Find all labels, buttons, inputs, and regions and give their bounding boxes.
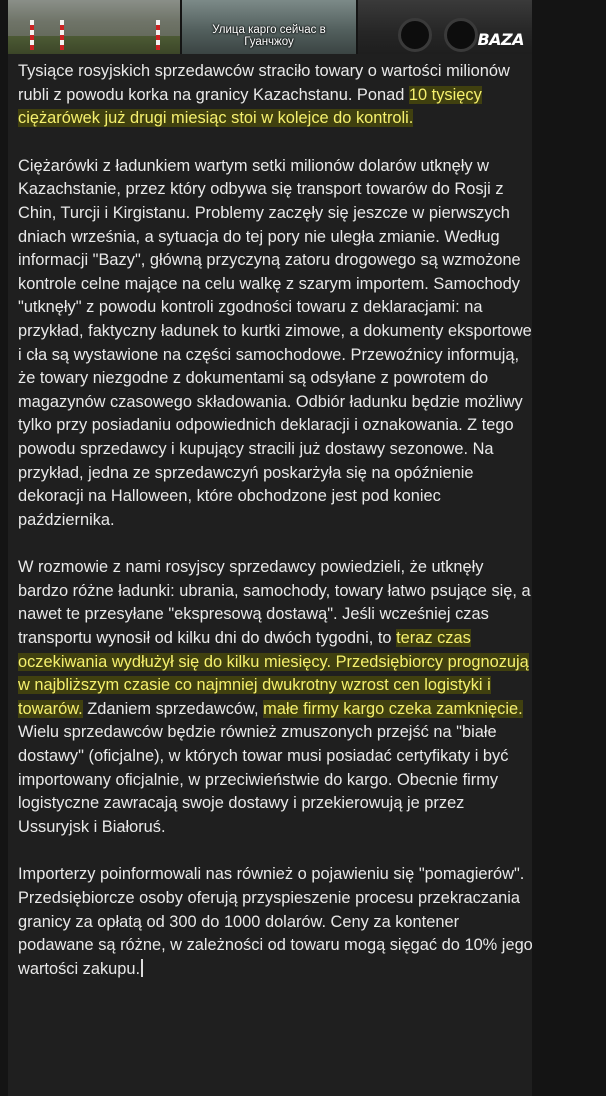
road-post [60,20,64,50]
paragraph-2: Ciężarówki z ładunkiem wartym setki milionów dolarów utknęły w Kazachstanie, przez który odbywa się transport towarów do Rosji z Chin, Turcji i Kirgistanu. Problemy zaczęły się jeszcze w pierwszych dniach września, a sytuacja do tej pory nie uległa zmianie. Według informacji "Bazy", główną przyczyną zatoru drogowego są wzmożone kontrole celne mające na celu walkę z szarym importem. Samochody "utknęły" z powodu kontroli zgodności towaru z deklaracjami: na przykład, faktyczny ładunek to kurtki zimowe, a dokumenty eksportowe i cła są wystawione na części samochodowe. Przewoźnicy informują, że towary niezgodne z dokumentami są odsyłane z powrotem do magazynów czasowego składowania. Odbiór ładunku będzie możliwy tylko przy posiadaniu odpowiednich deklaracji i oznakowania. Z tego powodu sprzedawcy i kupujący stracili już dostawy sezonowe. Na przykład, jedna ze sprzedawczyń poskarżyła się na opóźnienie dekoracji na Halloween, które obchodzone jest pod koniec października. [18,156,532,529]
highlight-waiting-time: teraz czas oczekiwania wydłużył się do kilku miesięcy. Przedsiębiorcy prognozują w najbliższym czasie co najmniej dwukrotny wzrost cen logistyki i towarów. [18,629,529,718]
highlight-cargo-closure: małe firmy kargo czeka zamknięcie. [263,699,523,718]
media-thumbnail-truck[interactable] [358,0,532,54]
paragraph-3 [18,556,538,839]
road-post [156,20,160,50]
side-panel [532,0,606,1096]
paragraph-1 [18,60,538,131]
media-thumbnail-street[interactable] [182,0,356,54]
paragraph-3-text-c: Wielu sprzedawców będzie również zmuszonych przejść na "białe dostawy" (oficjalne), w których towar musi posiadać certyfikaty i być importowany oficjalnie, w przeciwieństwie do kargo. Obecnie firmy logistyczne zawracają swoje dostawy i przekierowują je przez Ussuryjsk i Białoruś. [18,723,509,836]
truck-wheel [444,18,478,52]
text-cursor [141,959,143,977]
message-text [18,60,538,1005]
media-caption-line-1: Улица карго сейчас в [212,24,326,36]
baza-logo: BAZA [477,30,524,49]
paragraph-3-text-b: Zdaniem sprzedawców, [82,699,264,718]
media-strip [0,0,606,54]
paragraph-4-text: Importerzy poinformowali nas również o pojawieniu się "pomagierów". Przedsiębiorcze osoby oferują przyspieszenie procesu przekraczania granicy za opłatą od 300 do 1000 dolarów. Ceny za kontener podawane są różne, w zależności od towaru mogą sięgać do 10% jego wartości zakupu. [18,865,533,978]
media-caption [182,24,356,48]
paragraph-3-text-a: W rozmowie z nami rosyjscy sprzedawcy powiedzieli, że utknęły bardzo różne ładunki: ubrania, samochody, towary łatwo psujące się, a nawet te przesyłane "ekspresową dostawą". Jeśli wcześniej czas transportu wynosił od kilku dni do dwóch tygodni, to [18,558,531,648]
media-caption-line-2: Гуанчжоу [244,36,294,48]
road-post [30,20,34,50]
truck-wheel [398,18,432,52]
highlight-trucks: 10 tysięcy ciężarówek już drugi miesiąc stoi w kolejce do kontroli. [18,85,482,128]
paragraph-4 [18,863,538,981]
media-thumbnail-road[interactable] [8,0,180,54]
paragraph-1-text: Tysiące rosyjskich sprzedawców straciło towary o wartości milionów rubli z powodu korka na granicy Kazachstanu. Ponad [18,62,510,104]
